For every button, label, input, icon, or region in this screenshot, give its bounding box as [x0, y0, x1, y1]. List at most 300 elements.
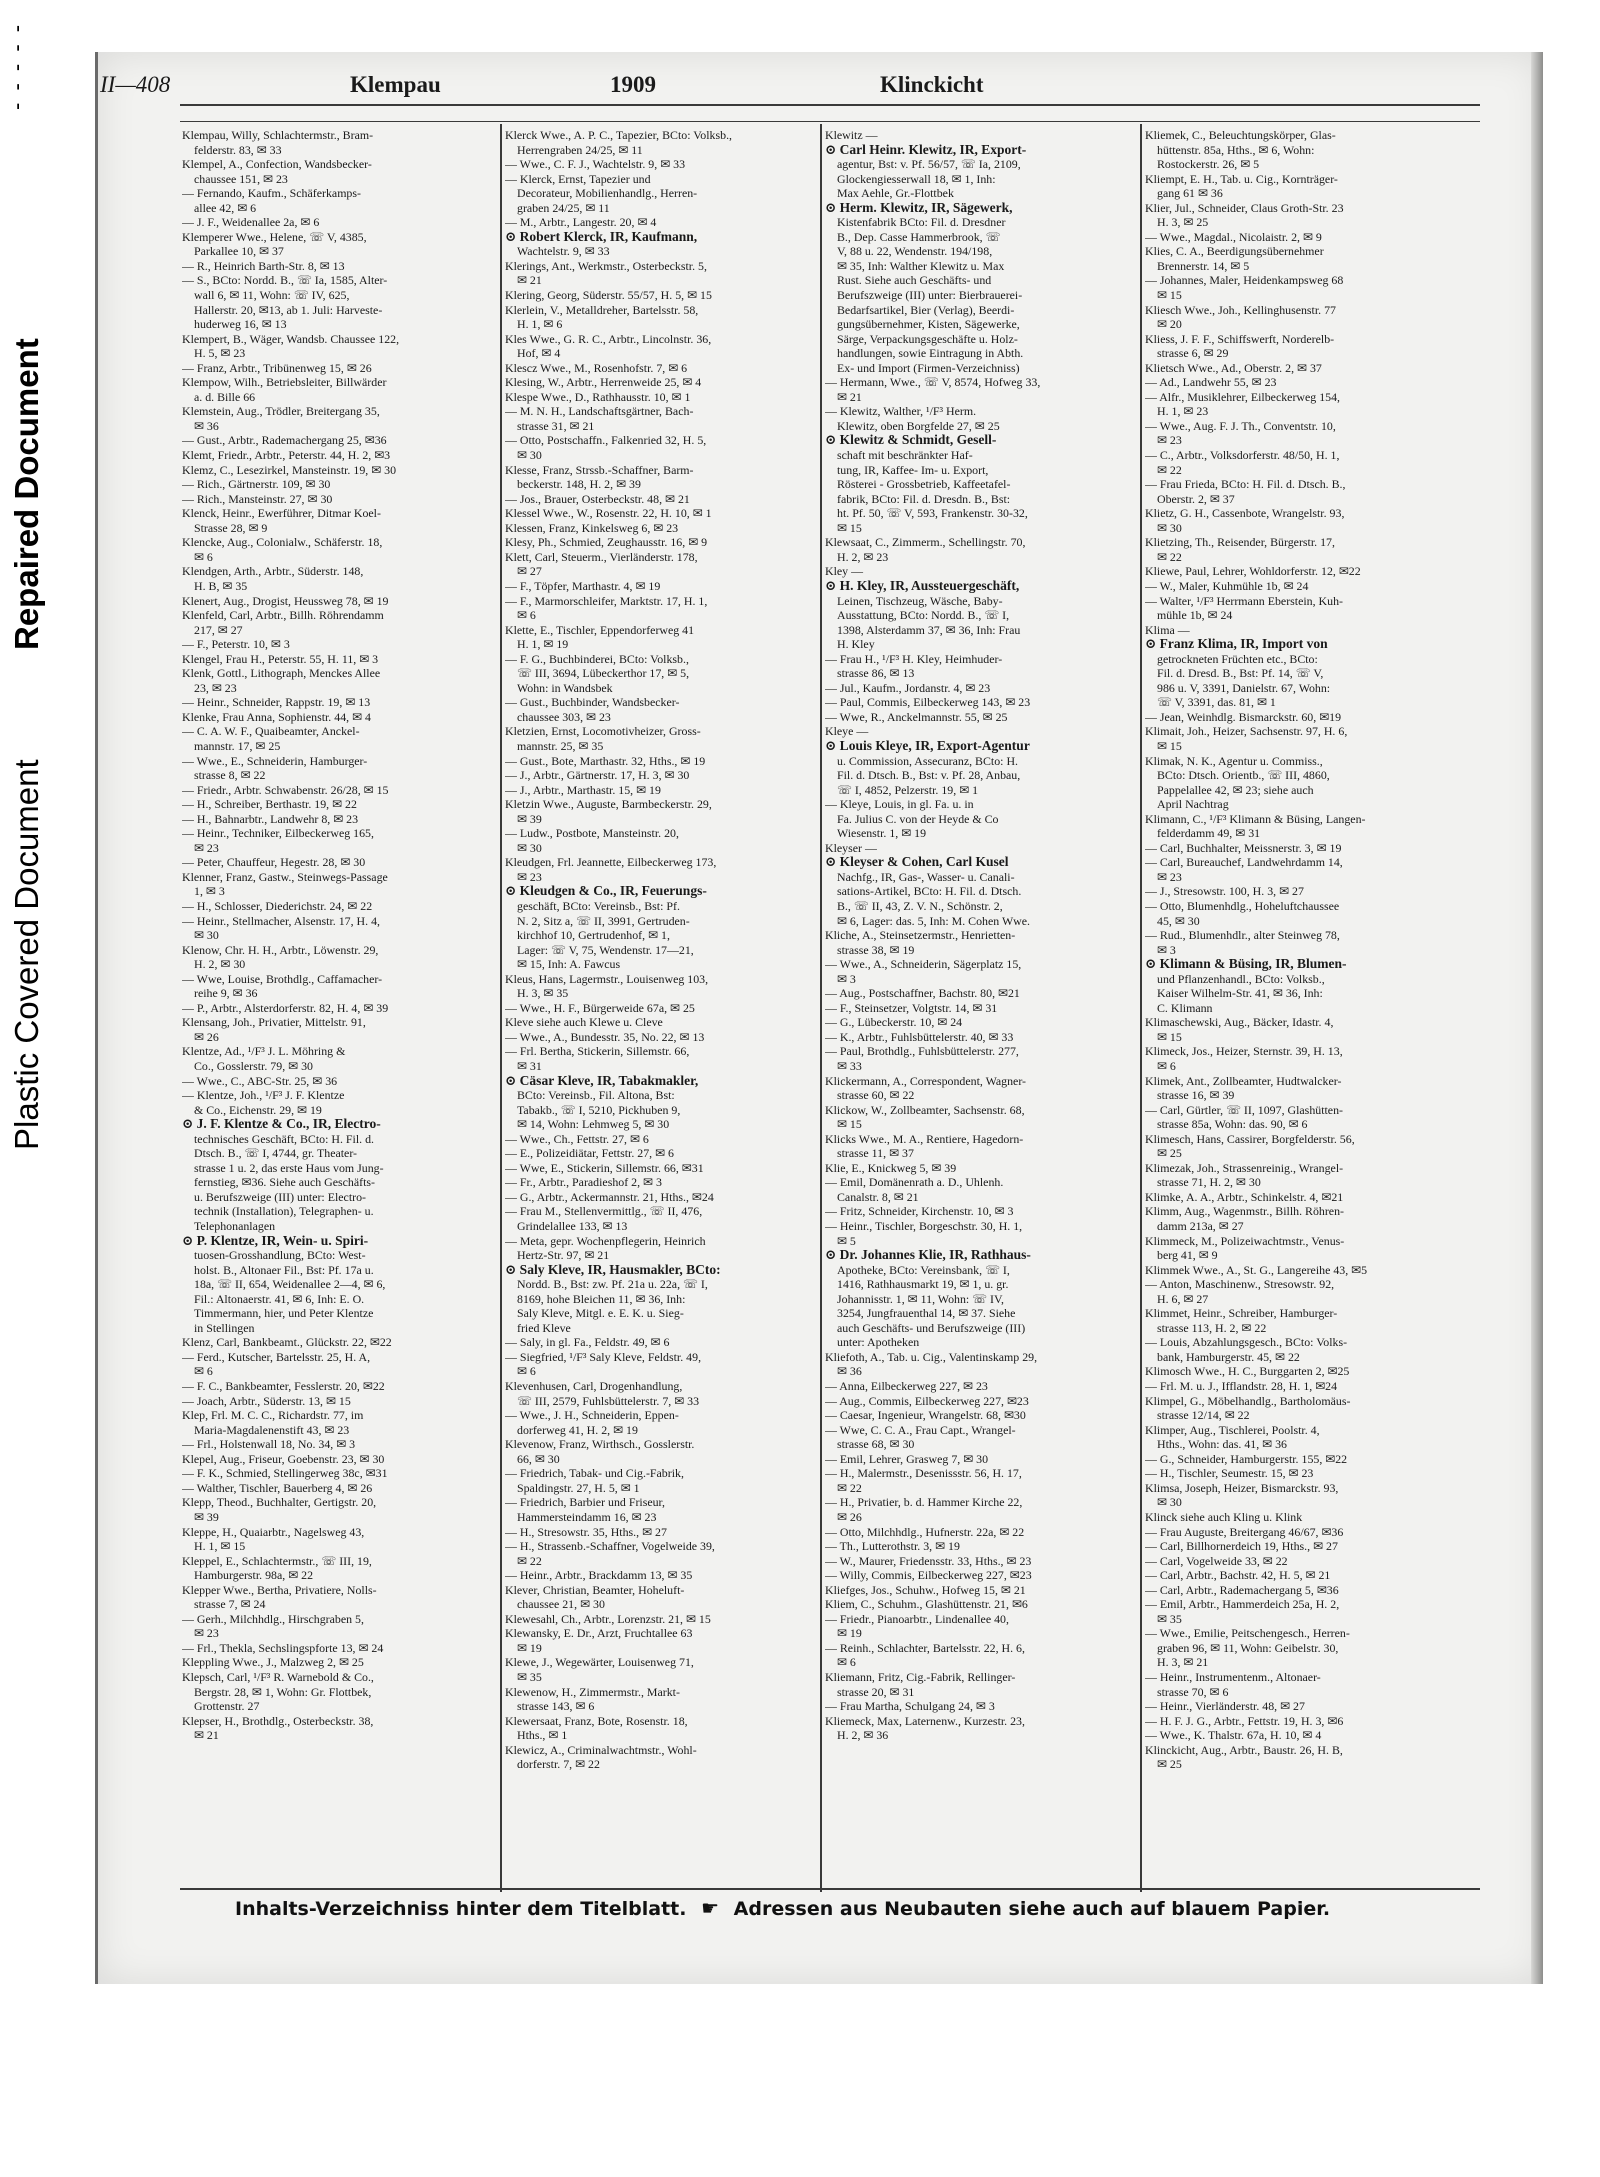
- directory-entry-line: Kaiser Wilhelm-Str. 41, ✉ 36, Inh:: [1157, 986, 1323, 1001]
- directory-entry-line: strasse 113, H. 2, ✉ 22: [1157, 1320, 1267, 1335]
- directory-entry-line: strasse 38, ✉ 19: [837, 942, 915, 957]
- directory-entry-line: ✉ 36: [194, 418, 219, 433]
- directory-entry-line: 45, ✉ 30: [1157, 913, 1200, 928]
- directory-entry-line: Klier, Jul., Schneider, Claus Groth-Str. 23: [1145, 200, 1344, 215]
- directory-entry-line: Maria-Magdalenenstift 43, ✉ 23: [194, 1422, 350, 1437]
- directory-entry-line: ☏ III, 2579, Fuhlsbüttelerstr. 7, ✉ 33: [517, 1393, 700, 1408]
- directory-entry-line: ⊙ H. Kley, IR, Aussteuergeschäft,: [825, 578, 1020, 593]
- directory-entry-line: dorferweg 41, H. 2, ✉ 19: [517, 1422, 638, 1437]
- directory-entry-line: Bergstr. 28, ✉ 1, Wohn: Gr. Flottbek,: [194, 1684, 372, 1699]
- directory-entry-line: gang 61 ✉ 36: [1157, 186, 1223, 201]
- directory-entry-line: mannstr. 25, ✉ 35: [517, 738, 604, 753]
- directory-entry-line: — Fritz, Schneider, Kirchenstr. 10, ✉ 3: [825, 1204, 1014, 1219]
- directory-entry-line: ✉ 33: [837, 1059, 862, 1073]
- directory-entry-line: ⊙ Robert Klerck, IR, Kaufmann,: [505, 229, 698, 244]
- directory-entry-line: Johannisstr. 1, ✉ 11, Wohn: ☏ IV,: [837, 1291, 1005, 1306]
- directory-entry-line: ✉ 19: [517, 1640, 542, 1655]
- directory-entry-line: Klepsch, Carl, ¹/F³ R. Warnebold & Co.,: [182, 1669, 374, 1684]
- directory-entry-line: Klietz, G. H., Cassenbote, Wrangelstr. 93,: [1145, 506, 1345, 521]
- directory-entry-line: Klempow, Wilh., Betriebsleiter, Billwärder: [182, 375, 387, 390]
- directory-entry-line: N. 2, Sitz a, ☏ II, 3991, Gertruden-: [517, 913, 690, 928]
- directory-entry-line: ✉ 39: [194, 1509, 219, 1524]
- directory-entry-line: Hertz-Str. 97, ✉ 21: [517, 1248, 610, 1263]
- directory-entry-line: — Wwe., Emilie, Peitschengesch., Herren-: [1145, 1626, 1350, 1641]
- directory-entry-line: ⊙ J. F. Klentze & Co., IR, Electro-: [182, 1117, 381, 1132]
- directory-entry-line: 1398, Alsterdamm 37, ✉ 36, Inh: Frau: [837, 622, 1021, 637]
- directory-entry-line: H. 3, ✉ 21: [1157, 1655, 1209, 1670]
- page-edge: [1531, 52, 1543, 1984]
- directory-entry-line: ✉ 21: [194, 1728, 219, 1743]
- directory-entry-line: Klempau, Willy, Schlachtermstr., Bram-: [182, 128, 374, 142]
- directory-entry-line: Klimm, Aug., Wagenmstr., Billh. Röhren-: [1145, 1204, 1344, 1219]
- directory-entry-line: April Nachtrag: [1157, 797, 1229, 812]
- footer-index-note: Inhalts-Verzeichniss hinter dem Titelblatt.: [235, 1898, 687, 1920]
- directory-entry-line: — Heinr., Tischler, Borgeschstr. 30, H. 1,: [825, 1219, 1023, 1234]
- directory-entry-line: ⊙ Klimann & Büsing, IR, Blumen-: [1145, 957, 1347, 972]
- directory-entry-line: Kleudgen, Frl. Jeannette, Eilbeckerweg 173,: [505, 855, 717, 870]
- directory-entry-line: Kliewe, Paul, Lehrer, Wohldorferstr. 12, ✉22: [1145, 564, 1361, 579]
- directory-entry-line: & Co., Eichenstr. 29, ✉ 19: [194, 1102, 322, 1117]
- directory-entry-line: — Meta, gepr. Wochenpflegerin, Heinrich: [505, 1233, 706, 1248]
- header-last-name: Klinckicht: [880, 72, 984, 97]
- directory-entry-line: — H., Bahnarbtr., Landwehr 8, ✉ 23: [182, 811, 359, 826]
- directory-entry-line: ☏ III, 3694, Lübeckerthor 17, ✉ 5,: [517, 666, 690, 681]
- directory-entry-line: Klemperer Wwe., Helene, ☏ V, 4385,: [182, 229, 367, 244]
- directory-entry-line: Klewansky, E. Dr., Arzt, Fruchtallee 63: [505, 1626, 693, 1641]
- directory-entry-line: strasse 11, ✉ 37: [837, 1146, 914, 1161]
- directory-entry-line: Klewitz, oben Borgfelde 27, ✉ 25: [837, 418, 1000, 433]
- directory-entry-line: ✉ 6: [517, 608, 536, 623]
- directory-entry-line: chaussee 151, ✉ 23: [194, 171, 288, 186]
- directory-entry-line: ✉ 30: [1157, 1495, 1182, 1510]
- directory-entry-line: — Otto, Milchhdlg., Hufnerstr. 22a, ✉ 22: [825, 1524, 1025, 1539]
- directory-entry-line: Berufszweige (III) unter: Bierbrauerei-: [837, 288, 1023, 303]
- directory-entry-line: — Heinr., Instrumentenm., Altonaer-: [1145, 1669, 1321, 1684]
- directory-entry-line: — J., Stresowstr. 100, H. 3, ✉ 27: [1145, 884, 1304, 899]
- directory-entry-line: Klempel, A., Confection, Wandsbecker-: [182, 157, 372, 172]
- directory-entry-line: strasse 7, ✉ 24: [194, 1597, 266, 1612]
- directory-entry-line: Klepper Wwe., Bertha, Privatiere, Nolls-: [182, 1582, 377, 1597]
- directory-entry-line: strasse 8, ✉ 22: [194, 768, 266, 783]
- directory-entry-line: H. 6, ✉ 27: [1157, 1291, 1209, 1306]
- directory-entry-line: Klesy, Ph., Schmied, Zeughausstr. 16, ✉ 9: [505, 535, 708, 550]
- directory-entry-line: ✉ 3: [1157, 942, 1176, 957]
- directory-entry-line: — Siegfried, ¹/F³ Saly Kleve, Feldstr. 49,: [505, 1349, 702, 1364]
- directory-entry-line: Fil. d. Dresd. B., Bst: Pf. 14, ☏ V,: [1157, 666, 1324, 681]
- directory-entry-line: BCto: Vereinsb., Fil. Altona, Bst:: [517, 1088, 675, 1103]
- directory-entry-line: getrockneten Früchten etc., BCto:: [1157, 651, 1318, 666]
- directory-entry-line: — G., Arbtr., Ackermannstr. 21, Hths., ✉24: [505, 1189, 714, 1204]
- directory-entry-line: Klengel, Frau H., Peterstr. 55, H. 11, ✉ 3: [182, 651, 379, 666]
- directory-entry-line: damm 213a, ✉ 27: [1157, 1219, 1244, 1234]
- directory-entry-line: Max Aehle, Gr.-Flottbek: [837, 186, 954, 201]
- directory-entry-line: sations-Artikel, BCto: H. Fil. d. Dtsch.: [837, 884, 1022, 899]
- header-rule-thin: [180, 121, 1480, 122]
- directory-entry-line: H. 2, ✉ 36: [837, 1728, 889, 1743]
- directory-entry-line: ✉ 21: [517, 273, 542, 288]
- directory-entry-line: Kles Wwe., G. R. C., Arbtr., Lincolnstr. 36,: [505, 331, 712, 346]
- directory-entry-line: wall 6, ✉ 11, Wohn: ☏ IV, 625,: [194, 288, 350, 303]
- directory-entry-line: berg 41, ✉ 9: [1157, 1248, 1218, 1263]
- directory-entry-line: — Frau Auguste, Breitergang 46/67, ✉36: [1145, 1524, 1344, 1539]
- directory-entry-line: — Wwe., K. Thalstr. 67a, H. 10, ✉ 4: [1145, 1728, 1322, 1743]
- directory-entry-line: — Frau H., ¹/F³ H. Kley, Heimhuder-: [825, 651, 1003, 666]
- column-1: [182, 128, 496, 1888]
- directory-entry-line: ⊙ Kleyser & Cohen, Carl Kusel: [825, 855, 1009, 870]
- directory-entry-line: Kliem, C., Schuhm., Glashüttenstr. 21, ✉6: [825, 1597, 1028, 1612]
- directory-entry-line: Canalstr. 8, ✉ 21: [837, 1189, 919, 1204]
- directory-entry-line: — Gerh., Milchhdlg., Hirschgraben 5,: [182, 1611, 364, 1626]
- directory-entry-line: strasse 143, ✉ 6: [517, 1699, 595, 1714]
- directory-entry-line: — Wwe, R., Anckelmannstr. 55, ✉ 25: [825, 709, 1008, 724]
- directory-entry-line: Spaldingstr. 27, H. 5, ✉ 1: [517, 1480, 640, 1495]
- directory-entry-line: strasse 60, ✉ 22: [837, 1088, 915, 1103]
- directory-entry-line: — Wwe., Aug. F. J. Th., Conventstr. 10,: [1145, 418, 1336, 433]
- directory-entry-line: — W., Maler, Kuhmühle 1b, ✉ 24: [1145, 578, 1309, 593]
- directory-entry-line: Klewe, J., Wegewärter, Louisenweg 71,: [505, 1655, 694, 1670]
- directory-entry-line: Klimak, N. K., Agentur u. Commiss.,: [1145, 753, 1323, 768]
- directory-entry-line: — Frl. M. u. J., Ifflandstr. 28, H. 1, ✉24: [1145, 1379, 1338, 1394]
- directory-entry-line: ✉ 36: [837, 1364, 862, 1379]
- directory-entry-line: — J. F., Weidenallee 2a, ✉ 6: [182, 215, 320, 230]
- directory-entry-line: — J., Arbtr., Gärtnerstr. 17, H. 3, ✉ 30: [505, 768, 690, 783]
- directory-entry-line: ✉ 15: [837, 1117, 862, 1132]
- directory-entry-line: huderweg 16, ✉ 13: [194, 317, 287, 332]
- directory-entry-line: — Wwe, C. C. A., Frau Capt., Wrangel-: [825, 1422, 1016, 1437]
- directory-entry-line: Rust. Siehe auch Geschäfts- und: [837, 273, 992, 288]
- directory-entry-line: Klendgen, Arth., Arbtr., Süderstr. 148,: [182, 564, 364, 579]
- directory-entry-line: Saly Kleve, Mitgl. e. E. K. u. Sieg-: [517, 1306, 684, 1321]
- directory-entry-line: — Hermann, Wwe., ☏ V, 8574, Hofweg 33,: [825, 375, 1041, 390]
- directory-entry-line: — Kleye, Louis, in gl. Fa. u. in: [825, 797, 974, 812]
- directory-entry-line: Leinen, Tischzeug, Wäsche, Baby-: [837, 593, 1003, 608]
- directory-entry-line: Rösterei - Grossbetrieb, Kaffeetafel-: [837, 477, 1011, 492]
- directory-entry-line: 3254, Jungfrauenthal 14, ✉ 37. Siehe: [837, 1306, 1016, 1321]
- directory-entry-line: Kliemek, C., Beleuchtungskörper, Glas-: [1145, 128, 1336, 142]
- directory-entry-line: Brennerstr. 14, ✉ 5: [1157, 258, 1250, 273]
- directory-entry-line: strasse 68, ✉ 30: [837, 1437, 915, 1452]
- directory-entry-line: — F., Töpfer, Marthastr. 4, ✉ 19: [505, 578, 661, 593]
- directory-entry-line: — Frl., Holstenwall 18, No. 34, ✉ 3: [182, 1437, 356, 1452]
- directory-entry-line: ✉ 25: [1157, 1757, 1182, 1772]
- directory-entry-line: Hths., ✉ 1: [517, 1728, 568, 1743]
- directory-entry-line: Kliemeck, Max, Laternenw., Kurzestr. 23,: [825, 1713, 1025, 1728]
- directory-entry-line: — S., BCto: Nordd. B., ☏ Ia, 1585, Alter-: [182, 273, 388, 288]
- directory-entry-line: Klette, E., Tischler, Eppendorferweg 41: [505, 622, 695, 637]
- directory-entry-line: H. 1, ✉ 23: [1157, 404, 1209, 419]
- directory-entry-line: Bedarfsartikel, Bier (Verlag), Beerdi-: [837, 302, 1015, 317]
- directory-entry-line: — F. C., Bankbeamter, Fesslerstr. 20, ✉22: [182, 1379, 385, 1394]
- directory-entry-line: Klesse, Franz, Strssb.-Schaffner, Barm-: [505, 462, 694, 477]
- directory-entry-line: ⊙ Louis Kleye, IR, Export-Agentur: [825, 738, 1030, 753]
- directory-entry-line: — Emil, Domänenrath a. D., Uhlenh.: [825, 1175, 1004, 1190]
- directory-entry-line: 217, ✉ 27: [194, 622, 243, 637]
- directory-entry-line: H. 1, ✉ 6: [517, 317, 563, 332]
- directory-entry-line: — Rud., Blumenhdlr., alter Steinweg 78,: [1145, 928, 1340, 943]
- column-4: [1145, 128, 1465, 1888]
- directory-entry-line: Grottenstr. 27: [194, 1699, 260, 1714]
- directory-entry-line: Klies, C. A., Beerdigungsübernehmer: [1145, 244, 1324, 259]
- directory-entry-line: Klicks Wwe., M. A., Rentiere, Hagedorn-: [825, 1131, 1024, 1146]
- directory-entry-line: — Jos., Brauer, Osterbeckstr. 48, ✉ 21: [505, 491, 690, 506]
- directory-entry-line: C. Klimann: [1157, 1000, 1213, 1015]
- directory-entry-line: Klering, Georg, Süderstr. 55/57, H. 5, ✉ 15: [505, 288, 712, 303]
- directory-entry-line: ✉ 26: [837, 1509, 862, 1524]
- directory-entry-line: ✉ 15: [1157, 738, 1182, 753]
- directory-entry-line: — Emil, Lehrer, Grasweg 7, ✉ 30: [825, 1451, 989, 1466]
- directory-entry-line: Klewitz —: [825, 128, 878, 142]
- directory-entry-line: Grindelallee 133, ✉ 13: [517, 1219, 628, 1234]
- directory-entry-line: — Johannes, Maler, Heidenkampsweg 68: [1145, 273, 1344, 288]
- directory-entry-line: Lager: ☏ V, 75, Wendenstr. 17—21,: [517, 942, 694, 957]
- directory-entry-line: — Joach, Arbtr., Süderstr. 13, ✉ 15: [182, 1393, 351, 1408]
- directory-entry-line: mühle 1b, ✉ 24: [1157, 608, 1233, 623]
- directory-entry-line: Klimeck, Jos., Heizer, Sternstr. 39, H. 13,: [1145, 1044, 1343, 1059]
- directory-entry-line: 18a, ☏ II, 654, Weidenallee 2—4, ✉ 6,: [194, 1277, 386, 1292]
- directory-entry-line: 8169, hohe Bleichen 11, ✉ 36, Inh:: [517, 1291, 686, 1306]
- directory-entry-line: fernstieg, ✉36. Siehe auch Geschäfts-: [194, 1175, 375, 1190]
- directory-entry-line: ✉ 22: [1157, 549, 1182, 564]
- directory-entry-line: ✉ 6, Lager: das. 5, Inh: M. Cohen Wwe.: [837, 913, 1031, 928]
- directory-entry-line: Klevenow, Franz, Wirthsch., Gosslerstr.: [505, 1437, 695, 1452]
- directory-entry-line: ✉ 6: [517, 1364, 536, 1379]
- directory-entry-line: Kletzin Wwe., Auguste, Barmbeckerstr. 29,: [505, 797, 712, 812]
- directory-entry-line: — Klentze, Joh., ¹/F³ J. F. Klentze: [182, 1088, 345, 1103]
- directory-entry-line: — H., Tischler, Seumestr. 15, ✉ 23: [1145, 1466, 1314, 1481]
- directory-entry-line: Klenow, Chr. H. H., Arbtr., Löwenstr. 29,: [182, 942, 379, 957]
- directory-entry-line: Klimaschewski, Aug., Bäcker, Idastr. 4,: [1145, 1015, 1334, 1030]
- directory-entry-line: Klenz, Carl, Bankbeamt., Glückstr. 22, ✉22: [182, 1335, 392, 1350]
- directory-entry-line: Klemz, C., Lesezirkel, Mansteinstr. 19, ✉ 30: [182, 462, 397, 477]
- directory-entry-line: — Otto, Postschaffn., Falkenried 32, H. 5,: [505, 433, 707, 448]
- directory-entry-line: Kleyser —: [825, 840, 877, 855]
- directory-entry-line: ✉ 26: [194, 1029, 219, 1044]
- directory-entry-line: — W., Maurer, Friedensstr. 33, Hths., ✉ 23: [825, 1553, 1032, 1568]
- directory-entry-line: ✉ 6: [194, 1364, 213, 1379]
- directory-entry-line: graben 96, ✉ 11, Wohn: Geibelstr. 30,: [1157, 1640, 1339, 1655]
- directory-entry-line: tuosen-Grosshandlung, BCto: West-: [194, 1248, 366, 1263]
- directory-entry-line: Kleppling Wwe., J., Malzweg 2, ✉ 25: [182, 1655, 364, 1670]
- directory-entry-line: Decorateur, Mobilienhandlg., Herren-: [517, 186, 698, 201]
- directory-entry-line: — P., Arbtr., Alsterdorferstr. 82, H. 4, ✉ 39: [182, 1000, 389, 1015]
- directory-entry-line: Glockengiesserwall 18, ✉ 1, Inh:: [837, 171, 996, 186]
- directory-entry-line: Ausstattung, BCto: Nordd. B., ☏ I,: [837, 608, 1010, 623]
- directory-entry-line: Kleve siehe auch Klewe u. Cleve: [505, 1015, 663, 1030]
- directory-entry-line: Kliemann, Fritz, Cig.-Fabrik, Rellinger-: [825, 1669, 1016, 1684]
- directory-entry-line: ⊙ Saly Kleve, IR, Hausmakler, BCto:: [505, 1262, 721, 1277]
- directory-entry-line: — F., Marmorschleifer, Marktstr. 17, H. 1,: [505, 593, 708, 608]
- directory-entry-line: — Friedr., Arbtr. Schwabenstr. 26/28, ✉ 15: [182, 782, 389, 797]
- directory-entry-line: — Friedrich, Tabak- und Cig.-Fabrik,: [505, 1466, 684, 1481]
- pointing-hand-icon: ☛: [701, 1896, 720, 1920]
- directory-entry-line: ✉ 15, Inh: A. Fawcus: [517, 957, 621, 972]
- directory-entry-line: Klimper, Aug., Tischlerei, Poolstr. 4,: [1145, 1422, 1320, 1437]
- directory-entry-line: Kleppe, H., Quaiarbtr., Nagelsweg 43,: [182, 1524, 365, 1539]
- directory-entry-line: allee 42, ✉ 6: [194, 200, 257, 215]
- directory-entry-line: strasse 6, ✉ 29: [1157, 346, 1229, 361]
- directory-entry-line: H. 3, ✉ 35: [517, 986, 569, 1001]
- header-first-name: Klempau: [350, 72, 441, 97]
- directory-entry-line: ✉ 30: [1157, 520, 1182, 535]
- directory-entry-line: BCto: Dtsch. Orientb., ☏ III, 4860,: [1157, 768, 1330, 783]
- directory-entry-line: graben 24/25, ✉ 11: [517, 200, 610, 215]
- directory-entry-line: — Fernando, Kaufm., Schäferkamps-: [182, 186, 361, 201]
- directory-entry-line: ✉ 6: [194, 549, 213, 564]
- directory-entry-line: H. 3, ✉ 25: [1157, 215, 1209, 230]
- directory-entry-line: agentur, Bst: v. Pf. 56/57, ☏ Ia, 2109,: [837, 157, 1021, 172]
- directory-entry-line: — Fr., Arbtr., Paradieshof 2, ✉ 3: [505, 1175, 662, 1190]
- directory-entry-line: Wiesenstr. 1, ✉ 19: [837, 826, 927, 841]
- directory-entry-line: Klemt, Friedr., Arbtr., Peterstr. 44, H. 2, ✉3: [182, 448, 391, 463]
- directory-entry-line: — Friedr., Pianoarbtr., Lindenallee 40,: [825, 1611, 1009, 1626]
- directory-entry-line: Fil.: Altonaerstr. 41, ✉ 6, Inh: E. O.: [194, 1291, 365, 1306]
- directory-entry-line: Klimosch Wwe., H. C., Burggarten 2, ✉25: [1145, 1364, 1350, 1379]
- directory-entry-line: — Th., Lutterothstr. 3, ✉ 19: [825, 1539, 960, 1554]
- directory-entry-line: Kleppel, E., Schlachtermstr., ☏ III, 19,: [182, 1553, 372, 1568]
- directory-entry-line: unter: Apotheken: [837, 1335, 920, 1350]
- directory-entry-line: Klerck Wwe., A. P. C., Tapezier, BCto: Volksb.,: [505, 128, 733, 142]
- directory-entry-line: Wohn: in Wandsbek: [517, 680, 613, 695]
- directory-entry-line: Klewsaat, C., Zimmerm., Schellingstr. 70,: [825, 535, 1026, 550]
- directory-entry-line: — Anton, Maschinenw., Stresowstr. 92,: [1145, 1277, 1335, 1292]
- directory-entry-line: — Heinr., Arbtr., Brackdamm 13, ✉ 35: [505, 1568, 693, 1583]
- directory-entry-line: — Heinr., Schneider, Rappstr. 19, ✉ 13: [182, 695, 371, 710]
- directory-entry-line: B., ☏ II, 43, Z. V. N., Schönstr. 2,: [837, 898, 1003, 913]
- directory-entry-line: — Carl, Arbtr., Bachstr. 42, H. 5, ✉ 21: [1145, 1568, 1331, 1583]
- directory-entry-line: — Aug., Postschaffner, Bachstr. 80, ✉21: [825, 986, 1020, 1001]
- directory-entry-line: Nachfg., IR, Gas-, Wasser- u. Canali-: [837, 869, 1015, 884]
- directory-entry-line: ✉ 6: [1157, 1059, 1176, 1073]
- column-divider: [820, 124, 822, 1892]
- directory-entry-line: — Walther, Tischler, Bauerberg 4, ✉ 26: [182, 1480, 373, 1495]
- directory-entry-line: Klewicz, A., Criminalwachtmstr., Wohl-: [505, 1742, 697, 1757]
- directory-entry-line: — Frau Martha, Schulgang 24, ✉ 3: [825, 1699, 995, 1714]
- directory-entry-line: ⊙ Kleudgen & Co., IR, Feuerungs-: [505, 884, 707, 899]
- directory-entry-line: ✉ 22: [517, 1553, 542, 1568]
- directory-entry-line: — Wwe, Louise, Brothdlg., Caffamacher-: [182, 971, 383, 986]
- directory-entry-line: Kistenfabrik BCto: Fil. d. Dresdner: [837, 215, 1006, 230]
- directory-entry-line: ☏ I, 4852, Pelzerstr. 19, ✉ 1: [837, 782, 979, 797]
- column-2: [505, 128, 817, 1888]
- directory-entry-line: Klimmet, Heinr., Schreiber, Hamburger-: [1145, 1306, 1338, 1321]
- directory-entry-line: Dtsch. B., ☏ I, 4744, gr. Theater-: [194, 1146, 358, 1161]
- directory-entry-line: Klietsch Wwe., Ad., Oberstr. 2, ✉ 37: [1145, 360, 1322, 375]
- directory-entry-line: — Friedrich, Barbier und Friseur,: [505, 1495, 666, 1510]
- directory-entry-line: u. Commission, Assecuranz, BCto: H.: [837, 753, 1019, 768]
- directory-entry-line: — Frl. Bertha, Stickerin, Sillemstr. 66,: [505, 1044, 690, 1059]
- directory-entry-line: tung, IR, Kaffee- Im- u. Export,: [837, 462, 989, 477]
- directory-entry-line: B., Dep. Casse Hammerbrook, ☏: [837, 229, 1001, 244]
- directory-entry-line: — G., Schneider, Hamburgerstr. 155, ✉22: [1145, 1451, 1348, 1466]
- directory-entry-line: Kley —: [825, 564, 863, 579]
- directory-entry-line: Nordd. B., Bst: zw. Pf. 21a u. 22a, ☏ I,: [517, 1277, 708, 1292]
- directory-entry-line: auch Geschäfts- und Berufszweige (III): [837, 1320, 1026, 1335]
- directory-entry-line: — E., Polizeidiätar, Fettstr. 27, ✉ 6: [505, 1146, 674, 1161]
- directory-entry-line: Klimsa, Joseph, Heizer, Bismarckstr. 93,: [1145, 1480, 1339, 1495]
- directory-entry-line: — F., Peterstr. 10, ✉ 3: [182, 637, 290, 652]
- directory-entry-line: ✉ 21: [837, 389, 862, 404]
- directory-entry-line: — F. K., Schmied, Stellingerweg 38c, ✉31: [182, 1466, 388, 1481]
- directory-entry-line: — Jean, Weinhdlg. Bismarckstr. 60, ✉19: [1145, 709, 1342, 724]
- directory-entry-line: — C., Arbtr., Volksdorferstr. 48/50, H. 1,: [1145, 448, 1340, 463]
- directory-entry-line: fabrik, BCto: Fil. d. Dresdn. B., Bst:: [837, 491, 1011, 506]
- directory-entry-line: — Wwe., C. F. J., Wachtelstr. 9, ✉ 33: [505, 157, 686, 172]
- directory-entry-line: Klepp, Theod., Buchhalter, Gertigstr. 20,: [182, 1495, 377, 1510]
- directory-entry-line: — M. N. H., Landschaftsgärtner, Bach-: [505, 404, 694, 419]
- directory-entry-line: — Paul, Brothdlg., Fuhlsbüttelerstr. 277,: [825, 1044, 1019, 1059]
- directory-entry-line: Klimke, A. A., Arbtr., Schinkelstr. 4, ✉21: [1145, 1189, 1344, 1204]
- directory-entry-line: — Carl, Arbtr., Rademachergang 5, ✉36: [1145, 1582, 1339, 1597]
- directory-entry-line: — Jul., Kaufm., Jordanstr. 4, ✉ 23: [825, 680, 991, 695]
- directory-entry-line: — Emil, Arbtr., Hammerdeich 25a, H. 2,: [1145, 1597, 1340, 1612]
- directory-entry-line: — Carl, Bureauchef, Landwehrdamm 14,: [1145, 855, 1343, 870]
- directory-entry-line: Co., Gosslerstr. 79, ✉ 30: [194, 1059, 313, 1073]
- directory-entry-line: Tabakb., ☏ I, 5210, Pickhuben 9,: [517, 1102, 681, 1117]
- directory-entry-line: Telephonanlagen: [194, 1219, 276, 1234]
- directory-entry-line: — Wwe., J. H., Schneiderin, Eppen-: [505, 1408, 679, 1423]
- directory-entry-line: beckerstr. 148, H. 2, ✉ 39: [517, 477, 641, 492]
- directory-entry-line: — Otto, Blumenhdlg., Hoheluftchaussee: [1145, 898, 1340, 913]
- directory-entry-line: ✉ 23: [194, 840, 219, 855]
- directory-entry-line: H. 2, ✉ 23: [837, 549, 889, 564]
- directory-entry-line: ⊙ Herm. Klewitz, IR, Sägewerk,: [825, 200, 1013, 215]
- directory-entry-line: — Heinr., Stellmacher, Alsenstr. 17, H. 4,: [182, 913, 381, 928]
- directory-entry-line: Klimait, Joh., Heizer, Sachsenstr. 97, H. 6,: [1145, 724, 1348, 739]
- directory-entry-line: — Walter, ¹/F³ Herrmann Eberstein, Kuh-: [1145, 593, 1343, 608]
- directory-entry-line: H. 2, ✉ 30: [194, 957, 246, 972]
- directory-entry-line: — Klewitz, Walther, ¹/F³ Herm.: [825, 404, 977, 419]
- directory-entry-line: Kletzien, Ernst, Locomotivheizer, Gross-: [505, 724, 701, 739]
- directory-entry-line: chaussee 303, ✉ 23: [517, 709, 611, 724]
- directory-entry-line: Klimmek Wwe., A., St. G., Langereihe 43, ✉5: [1145, 1262, 1368, 1277]
- directory-entry-line: 23, ✉ 23: [194, 680, 237, 695]
- directory-entry-line: Klenner, Franz, Gastw., Steinwegs-Passage: [182, 869, 388, 884]
- directory-entry-line: Parkallee 10, ✉ 37: [194, 244, 284, 259]
- directory-entry-line: — Caesar, Ingenieur, Wrangelstr. 68, ✉30: [825, 1408, 1026, 1423]
- directory-entry-line: Klinckicht, Aug., Arbtr., Baustr. 26, H. B,: [1145, 1742, 1343, 1757]
- page-number: II—408: [100, 72, 171, 97]
- directory-entry-line: ✉ 22: [1157, 462, 1182, 477]
- directory-entry-line: Klimpel, G., Möbelhandlg., Bartholomäus-: [1145, 1393, 1351, 1408]
- directory-entry-line: — Frl., Thekla, Sechslingspforte 13, ✉ 24: [182, 1640, 384, 1655]
- directory-entry-line: ☏ V, 3391, das. 81, ✉ 1: [1157, 695, 1276, 710]
- directory-entry-line: technik (Installation), Telegraphen- u.: [194, 1204, 374, 1219]
- directory-entry-line: ✉ 30: [194, 928, 219, 943]
- directory-entry-line: — Wwe., Magdal., Nicolaistr. 2, ✉ 9: [1145, 229, 1322, 244]
- directory-entry-line: Klemstein, Aug., Trödler, Breitergang 35,: [182, 404, 380, 419]
- directory-entry-line: — Gust., Arbtr., Rademachergang 25, ✉36: [182, 433, 387, 448]
- directory-entry-line: 1416, Rathhausmarkt 19, ✉ 1, u. gr.: [837, 1277, 1009, 1292]
- directory-entry-line: Klessel Wwe., W., Rosenstr. 22, H. 10, ✉ 1: [505, 506, 712, 521]
- directory-entry-line: ht. Pf. 50, ☏ V, 593, Frankenstr. 30-32,: [837, 506, 1028, 521]
- directory-entry-line: u. Berufszweige (III) unter: Electro-: [194, 1189, 367, 1204]
- directory-entry-line: — F., Steinsetzer, Volgtstr. 14, ✉ 31: [825, 1000, 998, 1015]
- directory-entry-line: ✉ 15: [837, 520, 862, 535]
- directory-entry-line: Klenke, Frau Anna, Sophienstr. 44, ✉ 4: [182, 709, 371, 724]
- directory-entry-line: felderdamm 49, ✉ 31: [1157, 826, 1261, 841]
- directory-entry-line: Pappelallee 42, ✉ 23; siehe auch: [1157, 782, 1314, 797]
- directory-entry-line: — Carl, Vogelweide 33, ✉ 22: [1145, 1553, 1288, 1568]
- directory-entry-line: — Alfr., Musiklehrer, Eilbeckerweg 154,: [1145, 389, 1341, 404]
- directory-entry-line: Klescz Wwe., M., Rosenhofstr. 7, ✉ 6: [505, 360, 688, 375]
- directory-entry-line: ✉ 3: [837, 971, 856, 986]
- directory-entry-line: Hammersteindamm 16, ✉ 23: [517, 1509, 657, 1524]
- directory-entry-line: in Stellingen: [194, 1320, 255, 1335]
- directory-entry-line: ✉ 22: [837, 1480, 862, 1495]
- directory-entry-line: — Klerck, Ernst, Tapezier und: [505, 171, 651, 186]
- directory-entry-line: — Ferd., Kutscher, Bartelsstr. 25, H. A,: [182, 1349, 371, 1364]
- directory-entry-line: Klimmeck, M., Polizeiwachtmstr., Venus-: [1145, 1233, 1345, 1248]
